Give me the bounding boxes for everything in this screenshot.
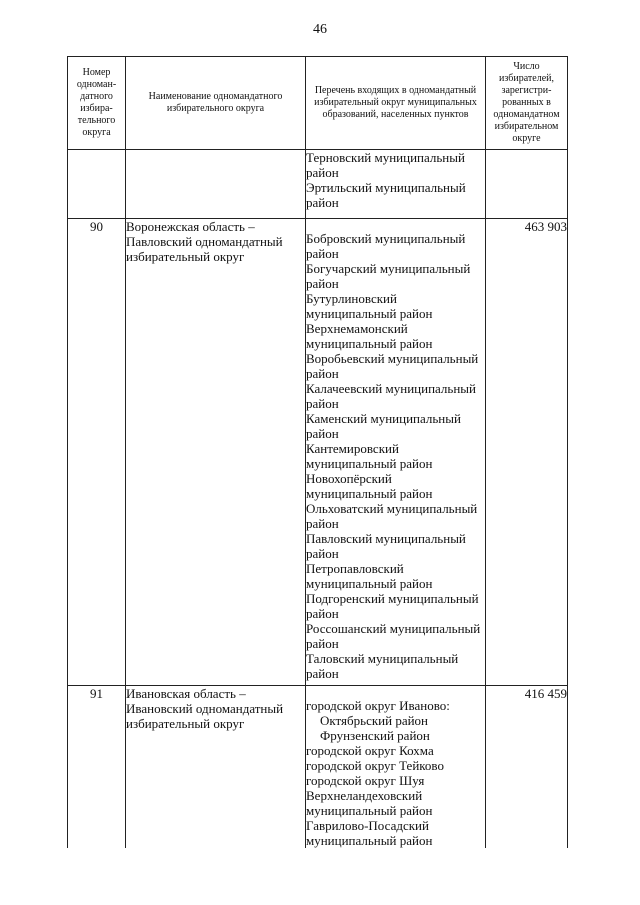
list-item: Новохопёрский муниципальный район <box>306 471 433 501</box>
list-item: Бутурлиновский муниципальный район <box>306 291 433 321</box>
header-list: Перечень входящих в одномандатный избирательный округ муниципальных образований, населенных пунктов <box>306 57 486 150</box>
districts-table <box>67 56 568 848</box>
header-count: Число избирателей, зарегистри- рованных в одномандатном избирательном округе <box>486 57 568 150</box>
header-name: Наименование одномандатного избирательного округа <box>126 57 306 150</box>
table-row-90 <box>68 219 568 686</box>
list-item: Каменский муниципальный район <box>306 411 461 441</box>
page-number: 46 <box>313 22 327 37</box>
list-item: городской округ Тейково <box>306 758 444 773</box>
list-item: Терновский муниципальный район <box>306 150 465 180</box>
list-item: Калачеевский муниципальный район <box>306 381 476 411</box>
cell-name <box>126 150 306 219</box>
list-item: Богучарский муниципальный район <box>306 261 471 291</box>
header-number: Номер одноман- датного избира- тельного округа <box>68 57 126 150</box>
cell-number <box>68 150 126 219</box>
list-item: Верхнеландеховский муниципальный район <box>306 788 433 818</box>
list-item: Верхнемамонский муниципальный район <box>306 321 433 351</box>
list-item: Воробьевский муниципальный район <box>306 351 479 381</box>
list-item: Ольховатский муниципальный район <box>306 501 478 531</box>
cell-count <box>486 150 568 219</box>
list-item: Подгоренский муниципальный район <box>306 591 479 621</box>
voter-count: 463 903 <box>486 219 568 686</box>
list-item: Эртильский муниципальный район <box>306 180 466 210</box>
list-item: городской округ Шуя <box>306 773 425 788</box>
list-item: Павловский муниципальный район <box>306 531 466 561</box>
list-item: Гаврилово-Посадский муниципальный район <box>306 818 433 848</box>
district-number: 91 <box>68 686 126 849</box>
list-subitem: Фрунзенский район <box>320 728 430 743</box>
list-subitem: Октябрьский район <box>320 713 428 728</box>
list-item: Кантемировский муниципальный район <box>306 441 433 471</box>
district-list <box>306 686 486 849</box>
table-row-continuation <box>68 150 568 219</box>
cell-list <box>306 150 486 219</box>
table-row-91 <box>68 686 568 849</box>
district-name: Воронежская область – Павловский одномандатный избирательный округ <box>126 219 306 686</box>
voter-count: 416 459 <box>486 686 568 849</box>
district-number: 90 <box>68 219 126 686</box>
table-header-row <box>68 57 568 150</box>
list-item: Петропавловский муниципальный район <box>306 561 433 591</box>
list-item: городской округ Кохма <box>306 743 434 758</box>
district-list <box>306 219 486 686</box>
list-item: Бобровский муниципальный район <box>306 231 466 261</box>
district-name: Ивановская область – Ивановский одномандатный избирательный округ <box>126 686 306 849</box>
list-item: городской округ Иваново: <box>306 698 450 713</box>
list-item: Россошанский муниципальный район <box>306 621 481 651</box>
list-item: Таловский муниципальный район <box>306 651 459 681</box>
